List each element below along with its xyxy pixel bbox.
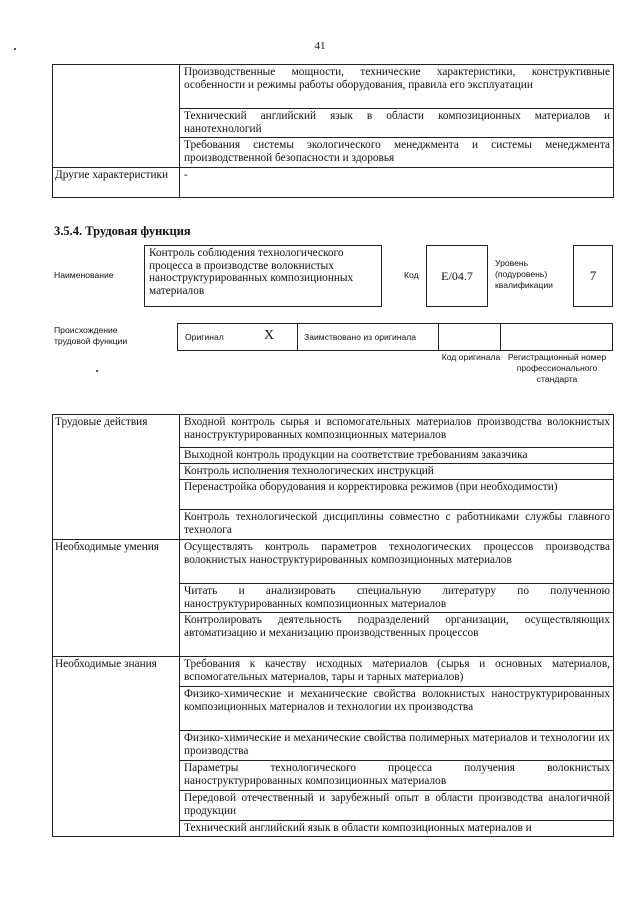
main-table [52, 414, 614, 837]
page-number: 41 [314, 40, 326, 52]
table-row: Выходной контроль продукции на соответствие требованиям заказчика [180, 448, 614, 464]
borrowed-cell [298, 324, 439, 350]
original-code-caption: Код оригинала [441, 352, 501, 362]
origin-label: Происхождение трудовой функции [54, 325, 128, 346]
code-value-box: E/04.7 [426, 245, 488, 307]
table-row: Контроль технологической дисциплины совместно с работниками службы главного технолога [180, 510, 614, 540]
top-table [52, 64, 614, 198]
group-label: Необходимые знания [53, 657, 180, 837]
level-label: Уровень (подуровень) квалификации [495, 258, 553, 290]
original-code-cell [439, 324, 501, 350]
level-value-box: 7 [573, 245, 613, 307]
table-row: Физико-химические и механические свойства полимерных материалов и технологии их производства [180, 731, 614, 761]
registration-number-caption: Регистрационный номер профессионального стандарта [507, 352, 607, 384]
top-table-row: Технический английский язык в области композиционных материалов и нанотехнологий [180, 109, 614, 138]
top-table-row: Требования системы экологического менеджмента и системы менеджмента производственной безопасности и здоровья [180, 138, 614, 168]
group-label: Трудовые действия [53, 415, 180, 540]
top-table-row: Производственные мощности, технические характеристики, конструктивные особенности и режимы работы оборудования, правила его эксплуатации [180, 65, 614, 109]
table-row: Осуществлять контроль параметров технологических процессов производства волокнистых наноструктурированных композиционных материалов [180, 540, 614, 584]
other-characteristics-label: Другие характеристики [53, 168, 180, 198]
table-row: Перенастройка оборудования и корректировка режимов (при необходимости) [180, 480, 614, 510]
original-mark: X [264, 328, 275, 343]
original-cell [178, 324, 298, 350]
table-row: Физико-химические и механические свойства волокнистых наноструктурированных композиционных материалов и технологии их производства [180, 687, 614, 731]
function-name-box: Контроль соблюдения технологического процесса в производстве волокнистых наноструктурированных композиционных материалов [144, 245, 382, 307]
table-row: Контроль исполнения технологических инструкций [180, 464, 614, 480]
borrowed-label: Заимствовано из оригинала [304, 332, 417, 342]
scan-mark [96, 370, 98, 372]
origin-row [177, 323, 613, 351]
scan-mark [14, 48, 16, 50]
group-label: Необходимые умения [53, 540, 180, 657]
table-row: Входной контроль сырья и вспомогательных материалов производства волокнистых наноструктурированных композиционных материалов [180, 415, 614, 448]
other-characteristics-value: - [180, 168, 614, 198]
top-table-label-cell [53, 65, 180, 168]
table-row: Параметры технологического процесса получения волокнистых наноструктурированных композиционных материалов [180, 761, 614, 791]
table-row: Технический английский язык в области композиционных материалов и [180, 821, 614, 837]
code-label: Код [404, 270, 419, 280]
table-row: Требования к качеству исходных материалов (сырья и основных материалов, вспомогательных материалов, тары и тарных материалов) [180, 657, 614, 687]
table-row: Передовой отечественный и зарубежный опыт в области производства аналогичной продукции [180, 791, 614, 821]
original-label: Оригинал [185, 332, 224, 342]
registration-number-cell [501, 324, 612, 350]
table-row: Контролировать деятельность подразделений организации, осуществляющих автоматизацию и механизацию производственных процессов [180, 613, 614, 657]
table-row: Читать и анализировать специальную литературу по полученною наноструктурированных композиционных материалов [180, 584, 614, 613]
section-title: 3.5.4. Трудовая функция [54, 224, 191, 238]
name-label: Наименование [54, 270, 114, 280]
